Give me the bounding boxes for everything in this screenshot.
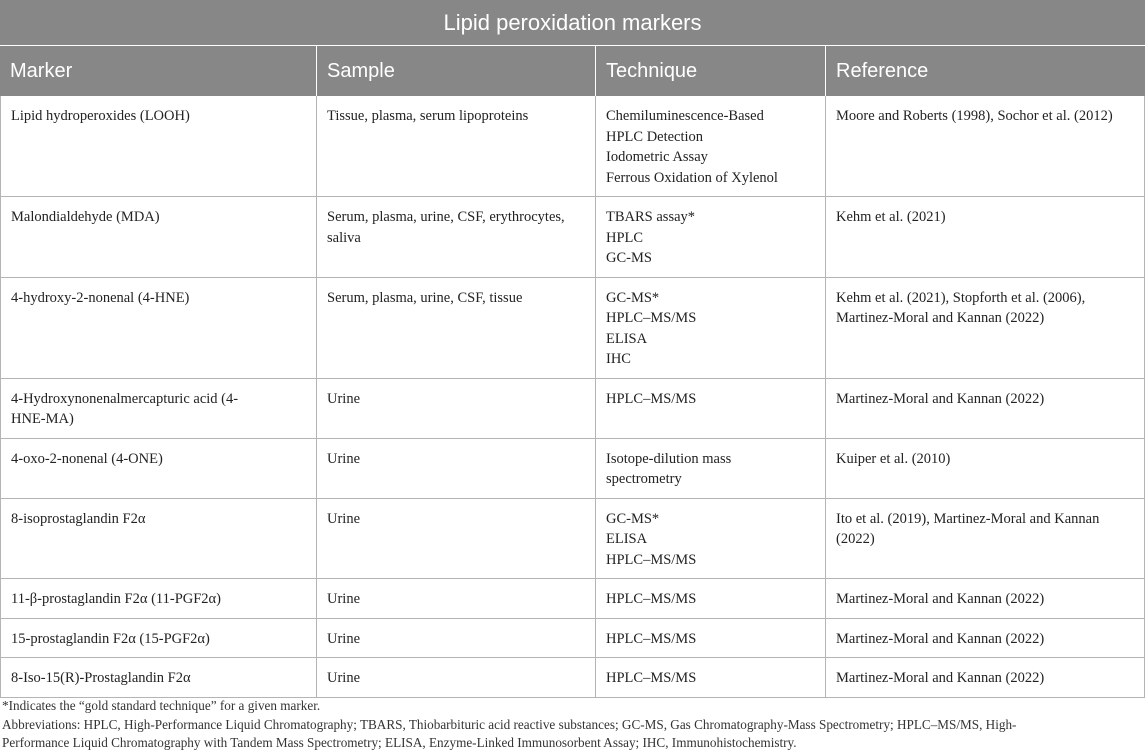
technique-text: HPLC–MS/MS — [606, 670, 697, 686]
technique-text: HPLC — [606, 229, 644, 246]
marker-text: 4-hydroxy-2-nonenal (4-HNE) — [11, 289, 190, 306]
cell-reference — [826, 197, 1144, 277]
reference-text: Martinez-Moral and Kannan (2022) — [836, 591, 1045, 607]
table-header-row — [0, 46, 1145, 96]
cell-sample — [317, 379, 596, 438]
reference-text: Moore and Roberts (1998), Sochor et al. (2012) — [836, 108, 1113, 124]
cell-marker — [1, 579, 317, 618]
technique-text: TBARS assay* — [606, 209, 696, 225]
technique-text: HPLC–MS/MS — [606, 591, 697, 607]
technique-text: HPLC–MS/MS — [606, 390, 697, 407]
cell-reference — [826, 278, 1144, 378]
technique-text: Iodometric Assay — [606, 149, 708, 165]
cell-reference — [826, 658, 1144, 697]
reference-text: Kuiper et al. (2010) — [836, 450, 951, 467]
technique-text: HPLC–MS/MS — [606, 630, 697, 647]
technique-text: HPLC–MS/MS — [606, 310, 697, 326]
table-row — [1, 658, 1144, 698]
cell-technique — [596, 579, 826, 618]
cell-reference — [826, 439, 1144, 498]
technique-text: IHC — [606, 351, 631, 367]
reference-text: Martinez-Moral and Kannan (2022) — [836, 390, 1045, 407]
cell-technique — [596, 197, 826, 277]
cell-technique — [596, 278, 826, 378]
cell-marker — [1, 278, 317, 378]
technique-text: ELISA — [606, 531, 648, 547]
reference-text: Martinez-Moral and Kannan (2022) — [836, 630, 1045, 647]
technique-text: HPLC–MS/MS — [606, 551, 697, 568]
cell-reference — [826, 619, 1144, 658]
table-footnotes — [2, 697, 1142, 753]
sample-text: Tissue, plasma, serum lipoproteins — [327, 108, 529, 124]
footnote-abbreviations-1: Abbreviations: HPLC, High-Performance Liquid Chromatography; TBARS, Thiobarbituric acid reactive substances; GC-MS, Gas Chromatography-Mass Spectrometry; HPLC–MS/MS, High- — [2, 716, 1017, 732]
cell-reference — [826, 579, 1144, 618]
cell-sample — [317, 278, 596, 378]
table-row — [1, 499, 1144, 580]
cell-reference — [826, 379, 1144, 438]
sample-text: saliva — [327, 229, 361, 246]
sample-text: Urine — [327, 670, 361, 686]
cell-marker — [1, 619, 317, 658]
cell-marker — [1, 439, 317, 498]
cell-technique — [596, 619, 826, 658]
cell-technique — [596, 379, 826, 438]
sample-text: Urine — [327, 390, 361, 407]
cell-sample — [317, 96, 596, 196]
header-sample: Sample — [317, 46, 596, 96]
cell-marker — [1, 379, 317, 438]
table-row — [1, 96, 1144, 197]
technique-text: HPLC Detection — [606, 128, 704, 145]
technique-text: ELISA — [606, 330, 648, 347]
sample-text: Urine — [327, 450, 361, 467]
header-technique: Technique — [596, 46, 826, 96]
sample-text: Urine — [327, 591, 361, 607]
marker-text: Lipid hydroperoxides (LOOH) — [11, 108, 190, 124]
marker-text: 8-isoprostaglandin F2α — [11, 510, 146, 527]
reference-text: Martinez-Moral and Kannan (2022) — [836, 310, 1045, 326]
cell-technique — [596, 658, 826, 697]
technique-text: Ferrous Oxidation of Xylenol — [606, 169, 778, 186]
cell-sample — [317, 197, 596, 277]
technique-text: GC-MS* — [606, 289, 660, 306]
cell-marker — [1, 499, 317, 579]
cell-sample — [317, 499, 596, 579]
technique-text: GC-MS — [606, 250, 652, 266]
cell-marker — [1, 658, 317, 697]
cell-sample — [317, 439, 596, 498]
table-row — [1, 197, 1144, 278]
reference-text: (2022) — [836, 531, 875, 547]
header-reference: Reference — [836, 59, 929, 82]
cell-sample — [317, 579, 596, 618]
sample-text: Urine — [327, 630, 361, 647]
marker-text: 8-Iso-15(R)-Prostaglandin F2α — [11, 670, 191, 686]
marker-text: 4-oxo-2-nonenal (4-ONE) — [11, 450, 163, 467]
cell-reference — [826, 96, 1144, 196]
sample-text: Urine — [327, 510, 361, 527]
cell-marker — [1, 197, 317, 277]
cell-sample — [317, 619, 596, 658]
table-row — [1, 439, 1144, 499]
footnote-gold-standard: *Indicates the “gold standard technique” for a given marker. — [2, 698, 321, 713]
marker-text: 4-Hydroxynonenalmercapturic acid (4- — [11, 390, 239, 407]
reference-text: Kehm et al. (2021), Stopforth et al. (2006), — [836, 289, 1086, 306]
footnote-abbreviations-2: Performance Liquid Chromatography with Tandem Mass Spectrometry; ELISA, Enzyme-Linked Immunosorbent Assay; IHC, Immunohistochemistry. — [2, 735, 797, 750]
sample-text: Serum, plasma, urine, CSF, erythrocytes, — [327, 209, 565, 225]
sample-text: Serum, plasma, urine, CSF, tissue — [327, 289, 523, 306]
technique-text: spectrometry — [606, 471, 682, 487]
header-marker: Marker — [0, 46, 317, 96]
cell-marker — [1, 96, 317, 196]
cell-reference — [826, 499, 1144, 579]
marker-text: 11-β-prostaglandin F2α (11-PGF2α) — [11, 591, 221, 607]
reference-text: Martinez-Moral and Kannan (2022) — [836, 670, 1045, 686]
marker-text: HNE-MA) — [11, 411, 74, 427]
technique-text: Chemiluminescence-Based — [606, 108, 764, 124]
table-caption: Lipid peroxidation markers — [0, 0, 1145, 46]
technique-text: GC-MS* — [606, 510, 660, 527]
table-row — [1, 619, 1144, 659]
cell-technique — [596, 96, 826, 196]
table-body — [0, 96, 1145, 698]
marker-text: Malondialdehyde (MDA) — [11, 209, 160, 225]
table-row — [1, 278, 1144, 379]
cell-technique — [596, 439, 826, 498]
technique-text: Isotope-dilution mass — [606, 450, 732, 467]
cell-technique — [596, 499, 826, 579]
reference-text: Kehm et al. (2021) — [836, 209, 946, 225]
cell-sample — [317, 658, 596, 697]
marker-text: 15-prostaglandin F2α (15-PGF2α) — [11, 630, 210, 647]
reference-text: Ito et al. (2019), Martinez-Moral and Kannan — [836, 510, 1100, 527]
table-row — [1, 379, 1144, 439]
table-row — [1, 579, 1144, 619]
